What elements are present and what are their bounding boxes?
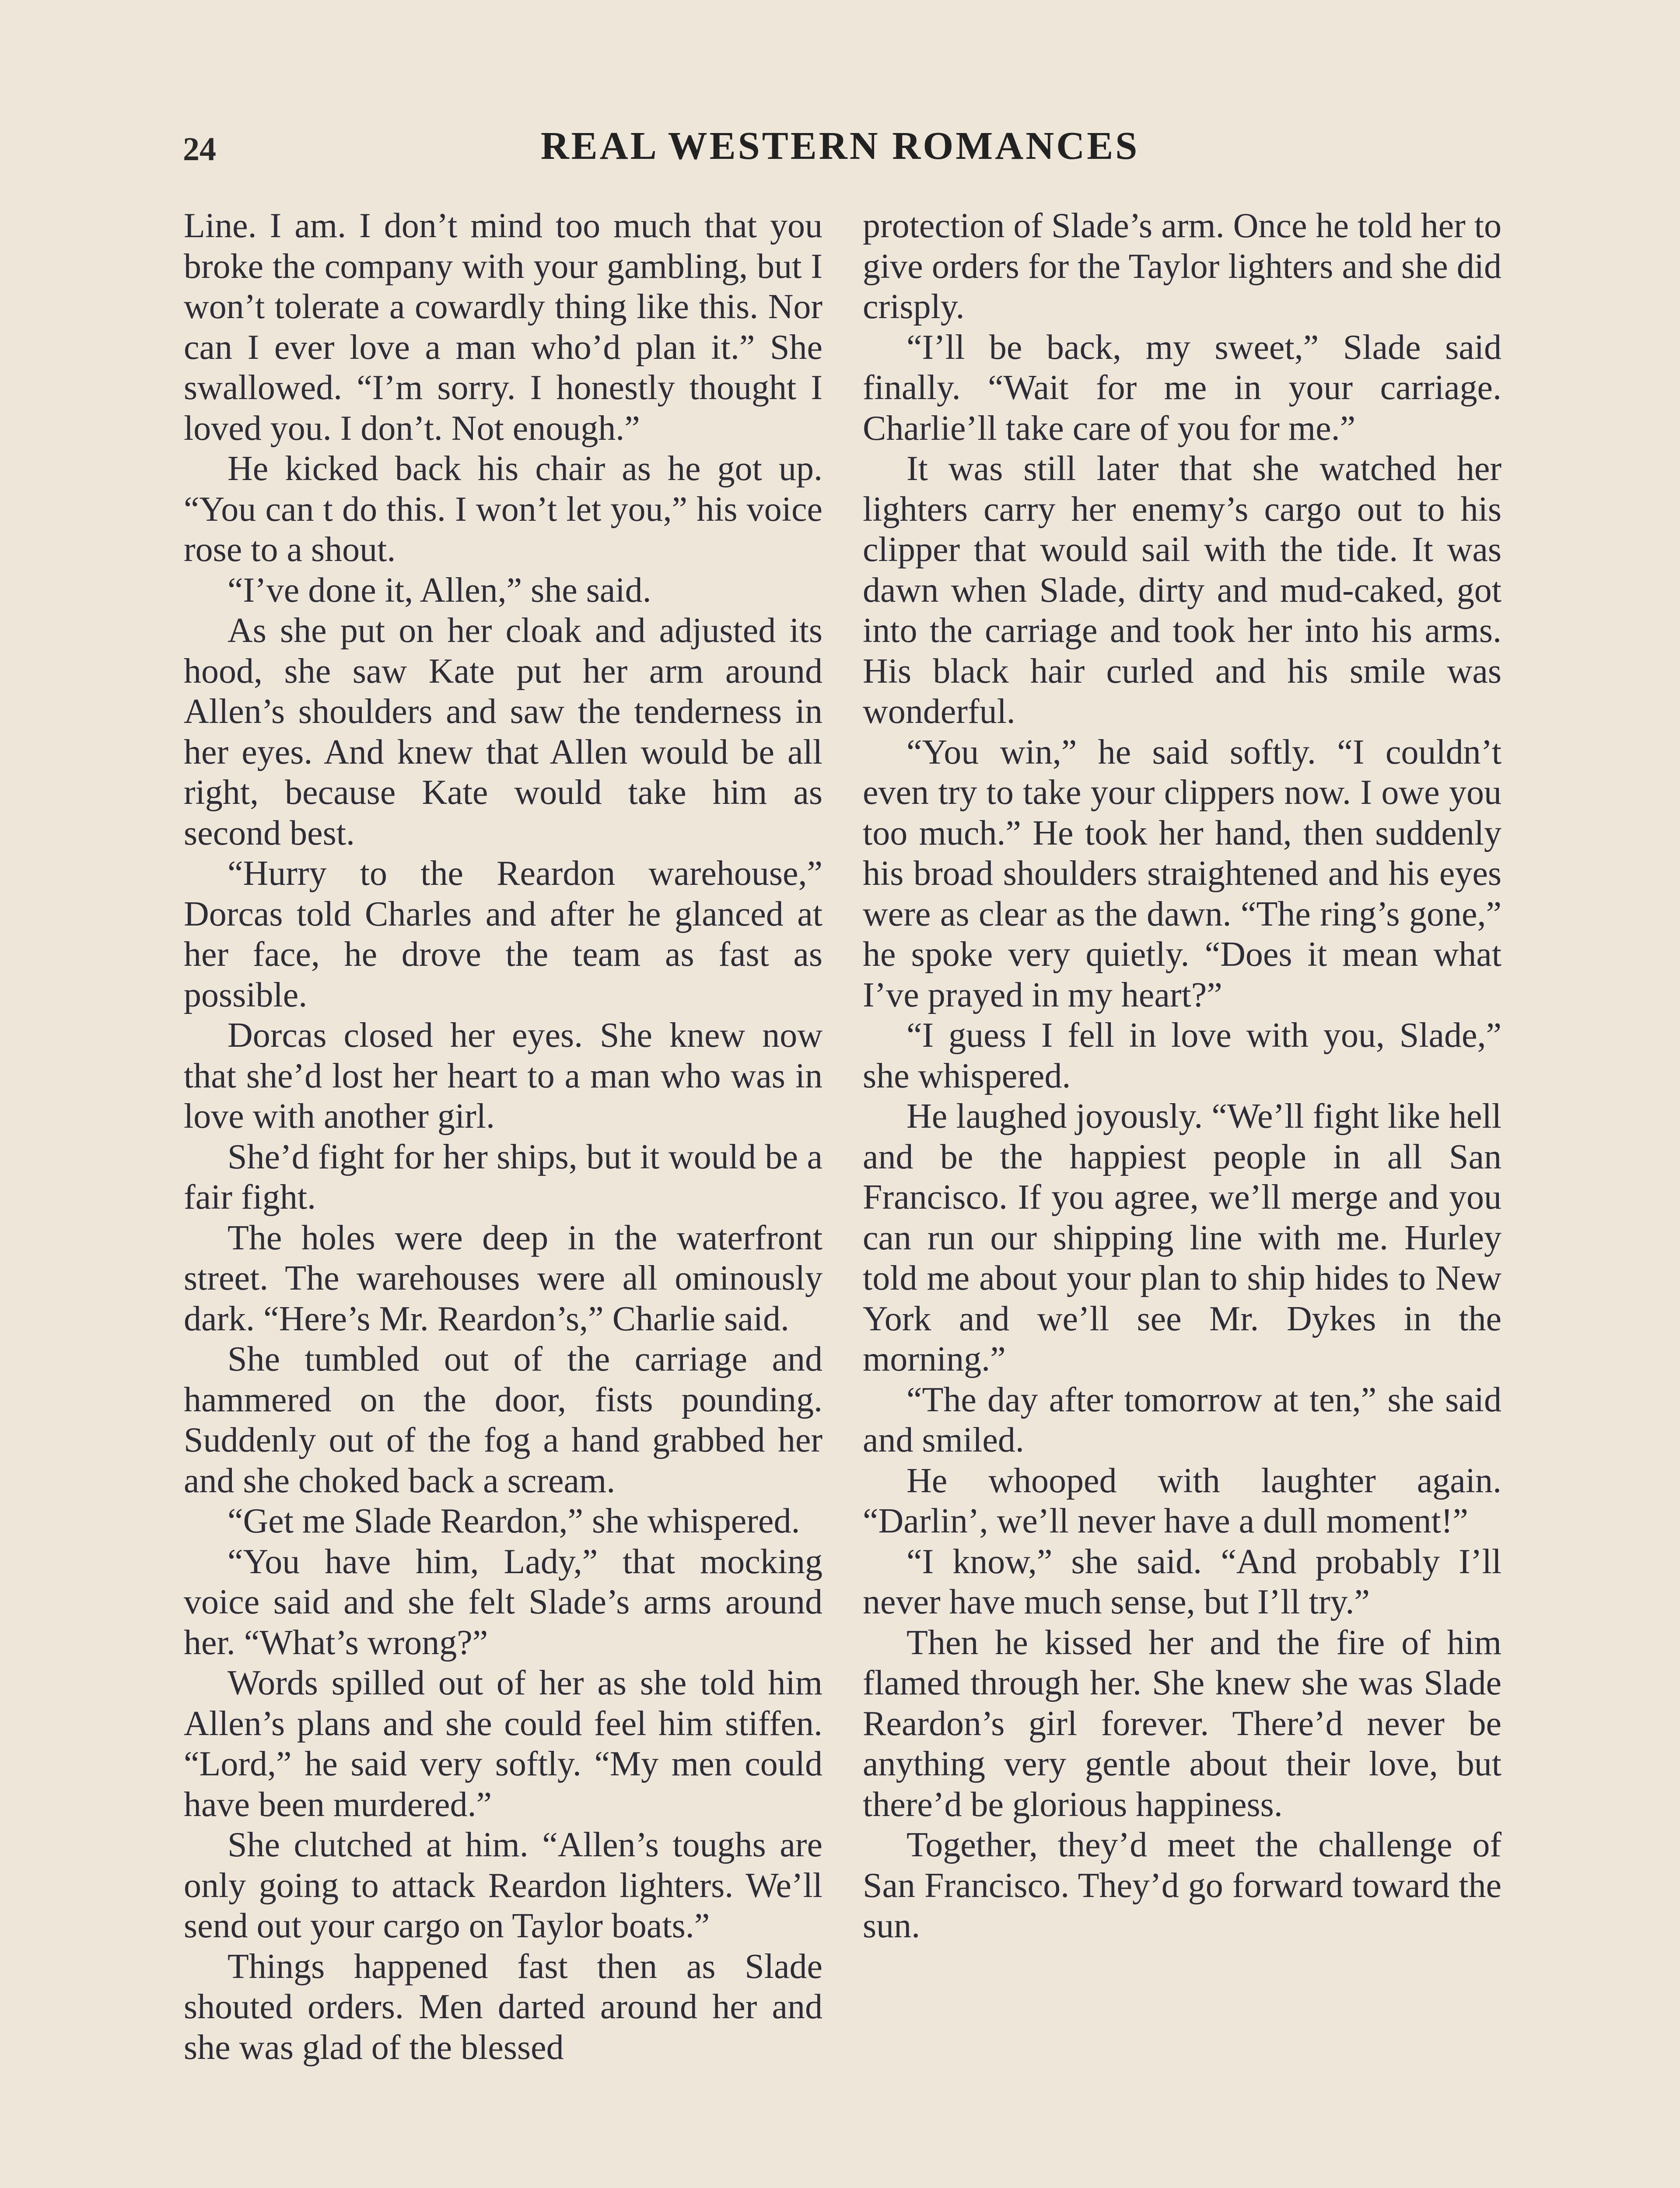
paragraph: “The day after tomorrow at ten,” she said and smiled. bbox=[863, 1380, 1502, 1459]
paragraph: “Get me Slade Reardon,” she whispered. bbox=[228, 1502, 800, 1540]
paragraph: “I’ll be back, my sweet,” Slade said finally. “Wait for me in your carriage. Charlie’ll take care of you for me.” bbox=[863, 328, 1502, 448]
paragraph: She tumbled out of the carriage and hammered on the door, fists pounding. Suddenly out of the fog a hand grabbed her and she choked back a scream. bbox=[184, 1340, 822, 1500]
left-column bbox=[184, 206, 822, 2068]
paragraph: The holes were deep in the waterfront street. The warehouses were all ominously dark. “Here’s Mr. Reardon’s,” Charlie said. bbox=[184, 1218, 822, 1338]
paragraph: “You have him, Lady,” that mocking voice said and she felt Slade’s arms around her. “What’s wrong?” bbox=[184, 1542, 822, 1662]
magazine-title: REAL WESTERN ROMANCES bbox=[540, 124, 1140, 168]
paragraph: Things happened fast then as Slade shouted orders. Men darted around her and she was glad of the blessed bbox=[184, 1947, 822, 2067]
paragraph: She clutched at him. “Allen’s toughs are only going to attack Reardon lighters. We’ll send out your cargo on Taylor boats.” bbox=[184, 1826, 822, 1945]
paragraph: protection of Slade’s arm. Once he told her to give orders for the Taylor lighters and she did crisply. bbox=[863, 207, 1502, 326]
paragraph: “You win,” he said softly. “I couldn’t even try to take your clippers now. I owe you too much.” He took her hand, then suddenly his broad shoulders straightened and his eyes were as clear as the dawn. “The ring’s gone,” he spoke very quietly. “Does it mean what I’ve prayed in my heart?” bbox=[863, 733, 1502, 1014]
paragraph: He laughed joyously. “We’ll fight like hell and be the happiest people in all San Francisco. If you agree, we’ll merge and you can run our shipping line with me. Hurley told me about your plan to ship hides to New York and we’ll see Mr. Dykes in the morning.” bbox=[863, 1097, 1502, 1378]
paragraph: As she put on her cloak and adjusted its hood, she saw Kate put her arm around Allen’s shoulders and saw the tenderness in her eyes. And knew that Allen would be all right, because Kate would take him as second best. bbox=[184, 611, 822, 852]
right-column bbox=[863, 206, 1502, 1946]
paragraph: Line. I am. I don’t mind too much that you broke the company with your gambling, but I won’t tolerate a cowardly thing like this. Nor can I ever love a man who’d plan it.” She swallowed. “I’m sorry. I honestly thought I loved you. I don’t. Not enough.” bbox=[184, 207, 822, 448]
paragraph: He whooped with laughter again. “Darlin’, we’ll never have a dull moment!” bbox=[863, 1461, 1502, 1540]
paragraph: It was still later that she watched her lighters carry her enemy’s cargo out to his clipper that would sail with the tide. It was dawn when Slade, dirty and mud-caked, got into the carriage and took her into his arms. His black hair curled and his smile was wonderful. bbox=[863, 449, 1502, 731]
paragraph: Dorcas closed her eyes. She knew now that she’d lost her heart to a man who was in love with another girl. bbox=[184, 1016, 822, 1136]
paragraph: Then he kissed her and the fire of him flamed through her. She knew she was Slade Reardon’s girl forever. There’d never be anything very gentle about their love, but there’d be glorious happiness. bbox=[863, 1623, 1502, 1824]
paragraph: Words spilled out of her as she told him Allen’s plans and she could feel him stiffen. “Lord,” he said very softly. “My men could have been murdered.” bbox=[184, 1664, 822, 1824]
paragraph: “I guess I fell in love with you, Slade,” she whispered. bbox=[863, 1016, 1502, 1095]
paragraph: “I know,” she said. “And probably I’ll never have much sense, but I’ll try.” bbox=[863, 1542, 1502, 1621]
paragraph: “Hurry to the Reardon warehouse,” Dorcas told Charles and after he glanced at her face, he drove the team as fast as possible. bbox=[184, 854, 822, 1014]
paragraph: Together, they’d meet the challenge of San Francisco. They’d go forward toward the sun. bbox=[863, 1826, 1502, 1945]
page-number: 24 bbox=[183, 131, 216, 168]
paragraph: He kicked back his chair as he got up. “You can t do this. I won’t let you,” his voice rose to a shout. bbox=[184, 449, 822, 569]
paragraph: She’d fight for her ships, but it would be a fair fight. bbox=[184, 1137, 822, 1217]
paragraph: “I’ve done it, Allen,” she said. bbox=[228, 571, 651, 610]
